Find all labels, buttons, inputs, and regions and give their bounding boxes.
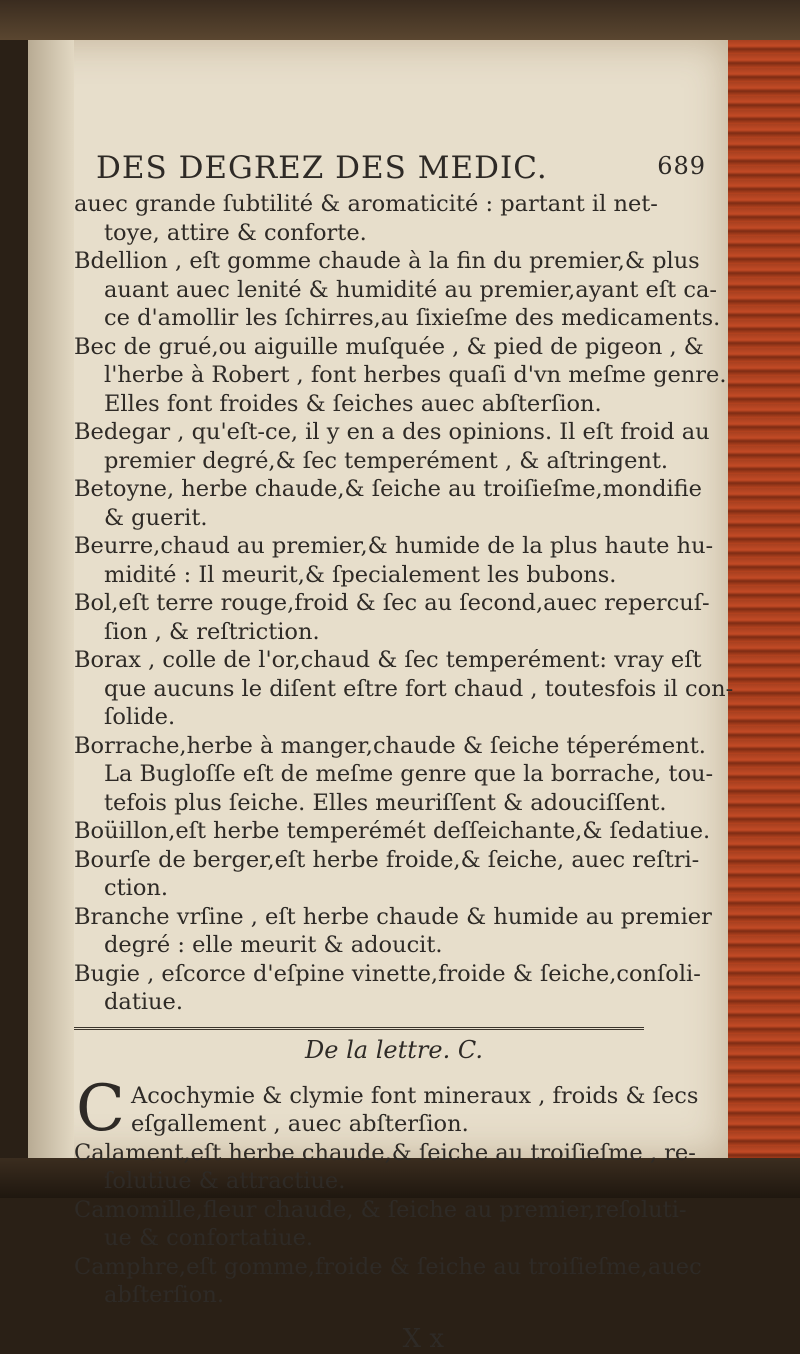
entry-continuation: tefois plus ſeiche. Elles meuriſſent & adouciſſent.	[104, 789, 667, 816]
dictionary-entry	[74, 817, 714, 846]
dictionary-entry	[74, 247, 721, 333]
page-text	[74, 150, 734, 1354]
entry-headline: Boüillon,eſt herbe temperémét deſſeichante,& ſedatiue.	[74, 818, 711, 844]
entries-letter-c	[74, 1071, 714, 1310]
entry-continuation: ction.	[104, 875, 169, 901]
dictionary-entry	[74, 418, 714, 475]
dictionary-entry	[74, 1139, 714, 1196]
entry-continuation: abſterſion.	[104, 1282, 224, 1308]
dictionary-entry	[74, 646, 734, 732]
entry-continuation: La Bugloſſe eſt de meſme genre que la borrache, tou-	[104, 761, 714, 787]
drop-cap-letter: C	[76, 1071, 125, 1146]
running-header	[74, 150, 714, 190]
dictionary-entry	[74, 190, 714, 247]
dictionary-entry	[74, 333, 727, 419]
entry-headline: auec grande ſubtilité & aromaticité : partant il net-	[74, 191, 658, 217]
section-title: De la lettre. C.	[305, 1035, 483, 1064]
dictionary-entry	[74, 960, 714, 1017]
entry-continuation: ſolutiue & attractiue.	[104, 1168, 346, 1194]
entry-headline: Bourſe de berger,eſt herbe froide,& ſeiche, auec reſtri-	[74, 846, 700, 873]
entry-headline: Beurre,chaud au premier,& humide de la plus haute hu-	[74, 533, 714, 559]
entry-continuation: eſgallement , auec abſterſion.	[130, 1111, 469, 1137]
entry-headline: Bec de grué,ou aiguille muſquée , & pied de pigeon , &	[74, 333, 704, 360]
entry-headline: Borax , colle de l'or,chaud & ſec temperément: vray eſt	[74, 647, 702, 673]
entry-headline: Calament,eſt herbe chaude,& ſeiche au troiſieſme , re-	[74, 1139, 696, 1166]
entry-continuation: auant auec lenité & humidité au premier,ayant eſt ca-	[104, 276, 717, 303]
entry-headline: Borrache,herbe à manger,chaude & ſeiche téperément.	[74, 732, 706, 759]
entry-headline: Camphre,eſt gomme,froide & ſeiche au troiſieſme,auec	[74, 1253, 702, 1280]
book-top-edge	[0, 0, 800, 40]
dictionary-entry	[74, 1253, 714, 1310]
entry-continuation: ſolide.	[104, 704, 176, 730]
entry-continuation: midité : Il meurit,& ſpecialement les bubons.	[104, 561, 617, 588]
entry-continuation: ue & confortatiue.	[104, 1225, 314, 1251]
entry-continuation: l'herbe à Robert , font herbes quaſi d'vn meſme genre.	[104, 362, 727, 388]
page-gutter	[28, 40, 74, 1158]
entry-headline: Bedegar , qu'eſt-ce, il y en a des opinions. Il eſt froid au	[74, 419, 710, 445]
entry-headline: Betoyne, herbe chaude,& ſeiche au troiſieſme,mondifie	[74, 476, 703, 502]
entry-headline: Bugie , eſcorce d'eſpine vinette,froide & ſeiche,conſoli-	[74, 960, 701, 987]
entry-continuation: degré : elle meurit & adoucit.	[104, 932, 443, 958]
page-number: 689	[657, 152, 706, 180]
entries-letter-b	[74, 190, 734, 1017]
red-fore-edge	[728, 40, 800, 1158]
entry-continuation: & guerit.	[104, 504, 208, 531]
entry-continuation: ſion , & reſtriction.	[104, 618, 320, 645]
dictionary-entry	[74, 589, 714, 646]
entry-continuation: Elles font froides & ſeiches auec abſterſion.	[104, 390, 602, 417]
entry-headline: Branche vrſine , eſt herbe chaude & humide au premier	[74, 903, 712, 930]
dictionary-entry	[74, 1071, 714, 1146]
entry-headline: Bdellion , eſt gomme chaude à la fin du premier,& plus	[74, 248, 700, 274]
dictionary-entry	[74, 846, 714, 903]
dictionary-entry	[74, 1196, 714, 1253]
section-divider	[74, 1027, 644, 1030]
entry-headline: Acochymie & clymie font mineraux , froids & ſecs	[130, 1082, 699, 1109]
dictionary-entry	[74, 475, 714, 532]
entry-continuation: que aucuns le diſent eſtre fort chaud , toutesfois il con-	[104, 675, 734, 702]
entry-continuation: datiue.	[104, 989, 184, 1015]
header-title: DES DEGREZ DES MEDIC.	[96, 150, 548, 186]
entry-continuation: toye, attire & conforte.	[104, 219, 367, 246]
entry-headline: Camomille,fleur chaude, & ſeiche au premier,reſoluti-	[74, 1196, 687, 1223]
dictionary-entry	[74, 532, 714, 589]
dictionary-entry	[74, 903, 714, 960]
catchword: X x	[402, 1323, 444, 1354]
dictionary-entry	[74, 732, 714, 818]
entry-continuation: ce d'amollir les ſchirres,au ſixieſme des medicaments.	[104, 305, 721, 331]
entry-headline: Bol,eſt terre rouge,froid & ſec au ſecond,auec repercuſ-	[74, 590, 710, 616]
entry-continuation: premier degré,& ſec temperément , & aſtringent.	[104, 447, 669, 474]
